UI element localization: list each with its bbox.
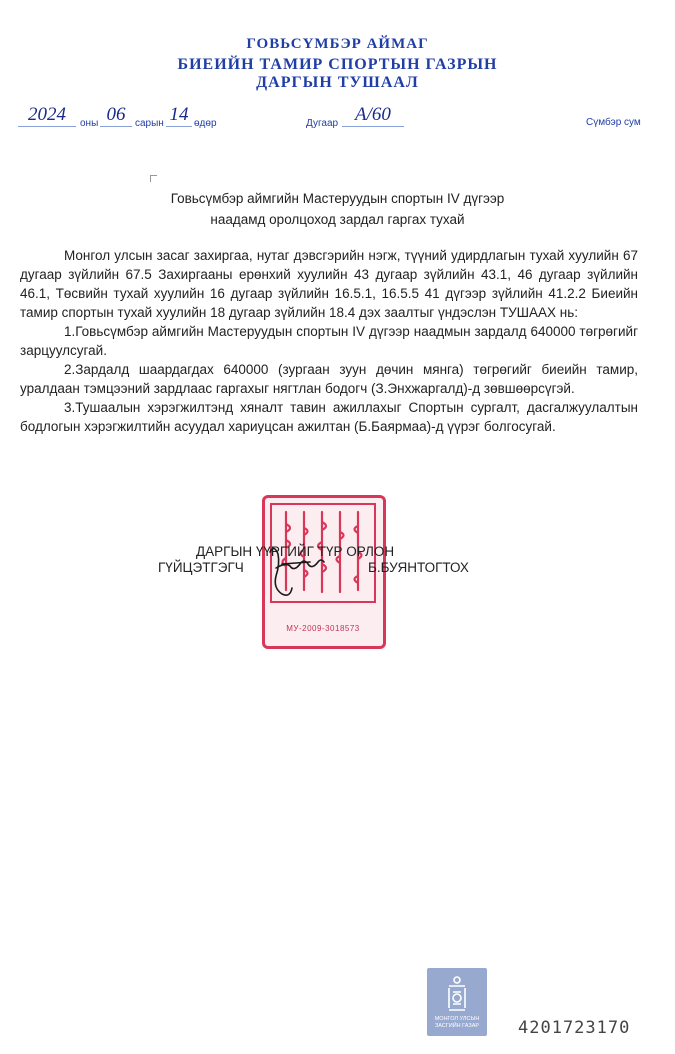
header-line-1: ГОВЬСҮМБЭР АЙМАГ — [246, 36, 429, 52]
document-body — [20, 246, 638, 436]
handwritten-signature — [262, 540, 332, 610]
date-month-suffix: сарын — [135, 118, 164, 129]
order-item-3: 3.Тушаалын хэрэгжилтэнд хяналт тавин ажиллахыг Спортын сургалт, дасгалжуулалтын бодлогын хэрэгжилтийн асуудал хариуцсан ажилтан (Б.Баярмаа)-д үүрэг болгосугай. — [20, 400, 638, 434]
document-serial: 4201723170 — [518, 1018, 631, 1038]
signer-role-line-2: ГҮЙЦЭТГЭГЧ — [158, 560, 244, 575]
order-item-2: 2.Зардалд шаардагдах 640000 (зургаан зуун дөчин мянга) төгрөгийг биеийн тамир, уралдаан тэмцээний зардлаас гаргахыг нягтлан бодогч (З.Энхжаргалд)-д зөвшөөрсүгэй. — [20, 362, 638, 396]
date-day-suffix: өдөр — [194, 118, 217, 129]
signer-role-line-1: ДАРГЫН ҮҮРГИЙГ ТҮР ОРЛОН — [196, 544, 395, 559]
preamble-paragraph: Монгол улсын засаг захиргаа, нутаг дэвсгэрийн нэгж, түүний удирдлагын тухай хуулийн 67 дугаар зүйлийн 67.5 Захиргааны ерөнхий хуулийн 43 дугаар зүйлийн 43.1, 46 дугаар зүйлийн 46.1, Төсвийн тухай хуулийн 16 дугаар зүйлийн 16.5.1, 16.5.5 41 дүгээр зүйлийн 41.2.2 Биеийн тамир спортын тухай хуулийн 18 дугаар зүйлийн 18.4 дэх заалтыг үндэслэн ТУШААХ нь: — [20, 248, 638, 320]
date-day: 14 — [166, 104, 192, 127]
soyombo-icon — [441, 974, 473, 1012]
title-line-2: наадамд оролцоход зардал гаргах тухай — [210, 212, 465, 227]
signer-name: Б.БУЯНТОГТОХ — [368, 560, 469, 575]
document-title — [0, 188, 675, 230]
corner-mark — [150, 175, 157, 182]
title-line-1: Говьсүмбэр аймгийн Мастеруудын спортын IV дүгээр — [170, 191, 505, 206]
document-number: А/60 — [342, 104, 404, 127]
date-year-suffix: оны — [80, 118, 99, 129]
date-year: 2024 — [18, 104, 76, 127]
emblem-caption-line-2: ЗАСГИЙН ГАЗАР — [434, 1023, 480, 1029]
date-month: 06 — [100, 104, 132, 127]
stamp-registration: МУ-2009-3018573 — [286, 624, 360, 633]
header-line-2: БИЕИЙН ТАМИР СПОРТЫН ГАЗРЫН — [177, 56, 498, 73]
header-line-3: ДАРГЫН ТУШААЛ — [256, 74, 419, 91]
emblem-caption — [427, 1016, 487, 1030]
emblem-caption-line-1: МОНГОЛ УЛСЫН — [434, 1016, 480, 1022]
place-name: Сүмбэр сум — [586, 117, 641, 128]
order-item-1: 1.Говьсүмбэр аймгийн Мастеруудын спортын IV дүгээр наадмын зардалд 640000 төгрөгийг зарцуулсугай. — [20, 324, 638, 358]
number-label: Дугаар — [306, 118, 339, 129]
